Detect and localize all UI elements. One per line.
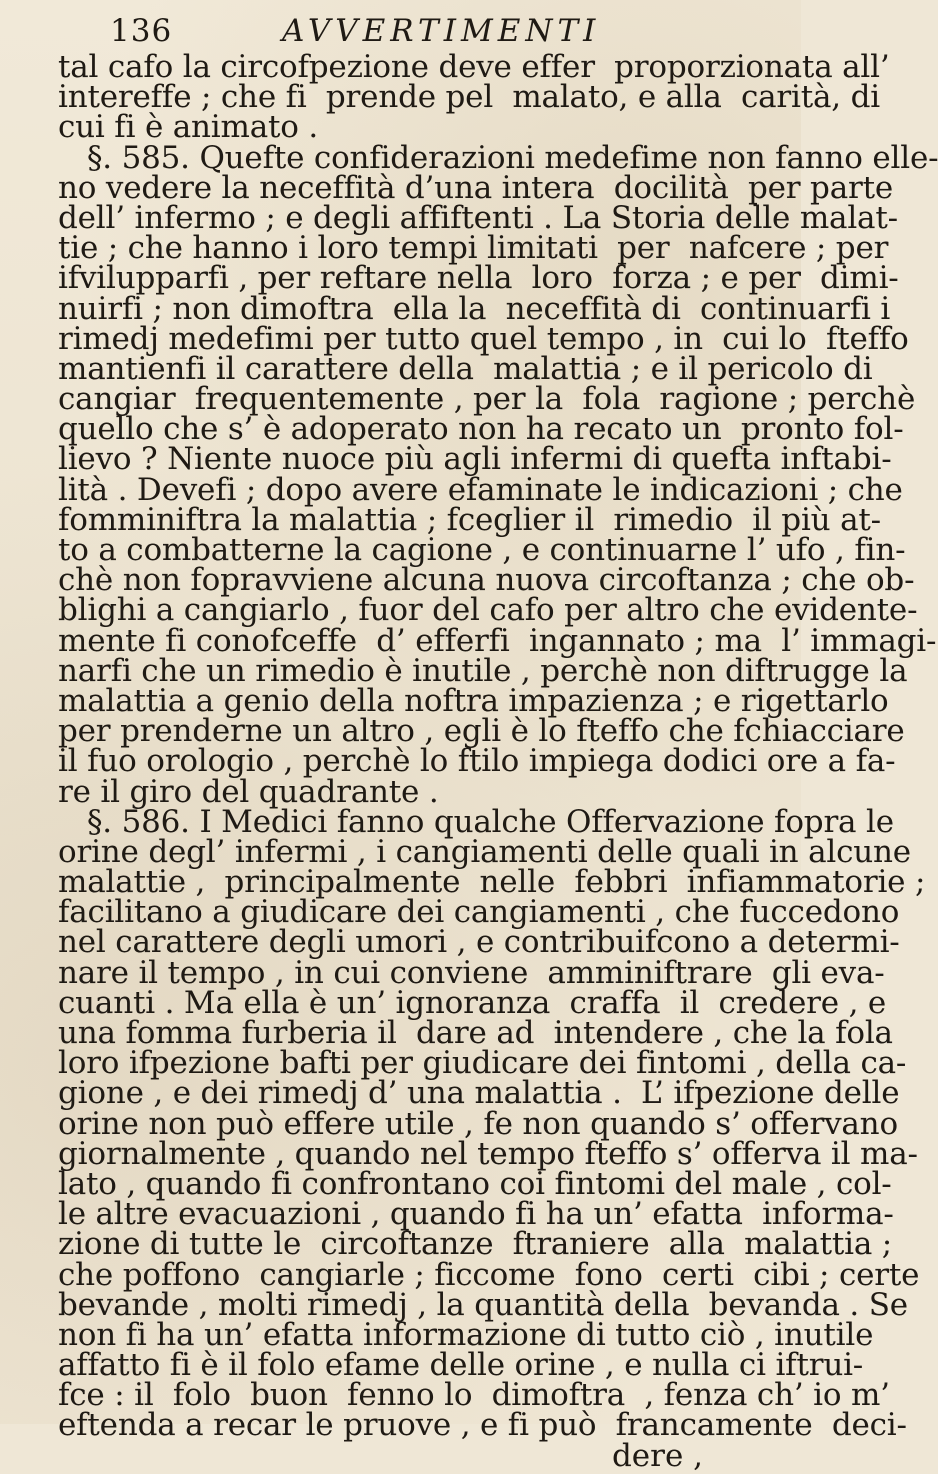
text-line: no vedere la neceffità d’una intera docilità per parte xyxy=(58,169,894,206)
text-line: re il giro del quadrante . xyxy=(58,773,439,810)
text-line: blighi a cangiarlo , fuor del cafo per altro che evidente- xyxy=(58,592,918,629)
text-line: una fomma furberia il dare ad intendere , che la fola xyxy=(58,1015,893,1051)
page-header xyxy=(58,10,771,52)
text-line: lievo ? Niente nuoce più agli infermi di quefta inftabi- xyxy=(58,441,892,478)
text-line: loro ifpezione bafti per giudicare dei fintomi , della ca- xyxy=(58,1045,907,1082)
text-line: cuanti . Ma ella è un’ ignoranza craffa il credere , e xyxy=(58,984,887,1021)
text-line: mente fi conofceffe d’ efferfi ingannato ; ma l’ immagi- xyxy=(58,622,937,659)
text-line: fce : il folo buon fenno lo dimoftra , fenza ch’ io m’ xyxy=(58,1377,890,1414)
page-number: 136 xyxy=(110,13,173,49)
text-line: to a combatterne la cagione , e continuarne l’ ufo , fin- xyxy=(58,532,906,568)
text-line: malattie , principalmente nelle febbri infiammatorie ; xyxy=(58,864,926,901)
running-title: AVVERTIMENTI xyxy=(282,13,601,49)
text-line: quello che s’ è adoperato non ha recato un pronto fol- xyxy=(58,411,904,448)
body-text xyxy=(58,49,938,1474)
text-line: gione , e dei rimedj d’ una malattia . L’ ifpezione delle xyxy=(58,1075,900,1112)
text-line: §. 585. Quefte confiderazioni medefime non fanno elle- xyxy=(58,139,938,176)
text-line: che poffono cangiarle ; ficcome fono certi cibi ; certe xyxy=(58,1256,920,1293)
text-line: per prenderne un altro , egli è lo fteffo che fchiacciare xyxy=(58,713,905,750)
text-line: §. 586. I Medici fanno qualche Offervazione fopra le xyxy=(58,803,894,840)
text-line: lato , quando fi confrontano coi fintomi del male , col- xyxy=(58,1165,892,1202)
text-line: bevande , molti rimedj , la quantità della bevanda . Se xyxy=(58,1286,908,1323)
text-line: eftenda a recar le pruove , e fi può francamente deci- xyxy=(58,1407,907,1444)
text-line: intereffe ; che fi prende pel malato, e alla carità, di xyxy=(58,79,880,116)
text-line: tal cafo la circofpezione deve effer proporzionata all’ xyxy=(58,49,890,85)
text-line: non fi ha un’ efatta informazione di tutto ciò , inutile xyxy=(58,1316,874,1353)
text-line: zione di tutte le circoftanze ftraniere alla malattia ; xyxy=(58,1226,892,1263)
text-line: orine degl’ infermi , i cangiamenti delle quali in alcune xyxy=(58,833,911,870)
text-line: mantienfi il carattere della malattia ; e il pericolo di xyxy=(58,350,873,387)
text-line: dell’ infermo ; e degli affiftenti . La Storia delle malat- xyxy=(58,199,898,236)
catchword: dere , xyxy=(611,1437,703,1474)
text-line: ifvilupparfi , per reftare nella loro forza ; e per dimi- xyxy=(58,260,899,297)
text-line: fomminiftra la malattia ; fceglier il rimedio il più at- xyxy=(58,501,881,538)
text-line: nuirfi ; non dimoftra ella la neceffità di continuarfi i xyxy=(58,290,891,327)
text-line: facilitano a giudicare dei cangiamenti , che fuccedono xyxy=(58,894,900,931)
text-line: nare il tempo , in cui conviene amminiftrare gli eva- xyxy=(58,954,885,991)
text-line: il fuo orologio , perchè lo ftilo impiega dodici ore a fa- xyxy=(58,743,896,780)
text-line: tie ; che hanno i loro tempi limitati per nafcere ; per xyxy=(58,230,889,267)
text-line: chè non fopravviene alcuna nuova circoftanza ; che ob- xyxy=(58,562,915,599)
text-line: giornalmente , quando nel tempo fteffo s’ offerva il ma- xyxy=(58,1135,918,1172)
text-line: orine non può effere utile , fe non quando s’ offervano xyxy=(58,1105,898,1142)
text-line: lità . Devefi ; dopo avere efaminate le indicazioni ; che xyxy=(58,471,903,508)
text-line: le altre evacuazioni , quando fi ha un’ efatta informa- xyxy=(58,1196,894,1233)
text-line: affatto fi è il folo efame delle orine , e nulla ci iftrui- xyxy=(58,1347,864,1384)
text-line: cui fi è animato . xyxy=(58,109,319,146)
text-line: nel carattere degli umori , e contribuifcono a determi- xyxy=(58,924,900,961)
text-line: cangiar frequentemente , per la fola ragione ; perchè xyxy=(58,381,916,418)
text-line: malattia a genio della noftra impazienza ; e rigettarlo xyxy=(58,682,889,719)
text-line: rimedj medefimi per tutto quel tempo , in cui lo fteffo xyxy=(58,320,909,357)
text-line: narfi che un rimedio è inutile , perchè non diftrugge la xyxy=(58,652,908,689)
